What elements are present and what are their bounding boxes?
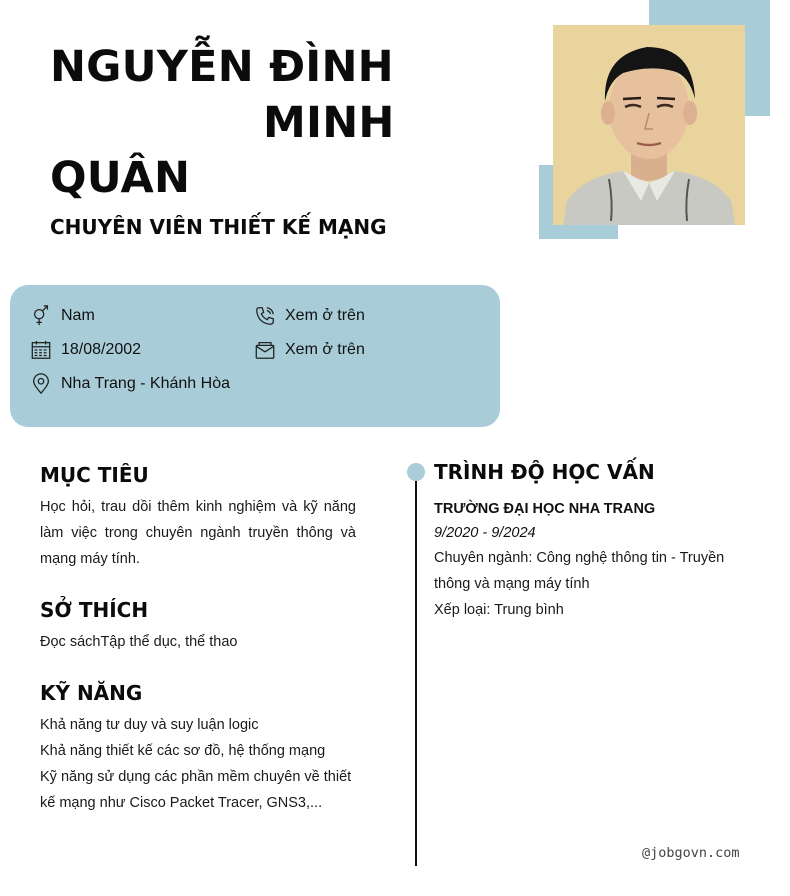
address-value: Nha Trang - Khánh Hòa (61, 375, 230, 392)
education-grade: Xếp loại: Trung bình (434, 602, 564, 618)
contact-address (30, 373, 230, 395)
person-portrait-icon (553, 25, 745, 225)
contact-email (254, 339, 365, 361)
contact-gender (30, 305, 95, 327)
gender-icon (30, 305, 52, 327)
name-line-1: NGUYỄN ĐÌNH (50, 42, 394, 92)
timeline-line (415, 472, 417, 866)
skills-list (40, 712, 360, 816)
hobbies-title: SỞ THÍCH (40, 598, 149, 622)
watermark: @jobgovn.com (642, 845, 740, 861)
skills-title: KỸ NĂNG (40, 681, 143, 705)
dob-value: 18/08/2002 (61, 341, 142, 358)
phone-value: Xem ở trên (285, 307, 365, 324)
education-major: Chuyên ngành: Công nghệ thông tin - Truyền thông và mạng máy tính (434, 550, 725, 592)
contact-phone (254, 305, 365, 327)
skill-item: Khả năng thiết kế các sơ đồ, hệ thống mạng (40, 743, 326, 759)
skill-item: Khả năng tư duy và suy luận logic (40, 717, 259, 733)
profile-photo (553, 25, 745, 225)
hobbies-text: Đọc sáchTập thể dục, thể thao (40, 634, 238, 650)
job-title: CHUYÊN VIÊN THIẾT KẾ MẠNG (50, 215, 387, 239)
name-line-2: MINH (263, 98, 395, 148)
location-pin-icon (30, 373, 52, 395)
education-title: TRÌNH ĐỘ HỌC VẤN (434, 460, 655, 484)
objective-title: MỤC TIÊU (40, 463, 149, 487)
email-icon (254, 339, 276, 361)
school-name: TRƯỜNG ĐẠI HỌC NHA TRANG (434, 501, 656, 517)
timeline-dot (407, 463, 425, 481)
gender-value: Nam (61, 307, 95, 324)
contact-box (10, 285, 500, 427)
skill-item: Kỹ năng sử dụng các phần mềm chuyên về thiết kế mạng như Cisco Packet Tracer, GNS3,... (40, 769, 352, 811)
education-period: 9/2020 - 9/2024 (434, 525, 536, 541)
email-value: Xem ở trên (285, 341, 365, 358)
name-line-3: QUÂN (50, 153, 191, 203)
phone-icon (254, 305, 276, 327)
contact-dob (30, 339, 141, 361)
calendar-icon (30, 339, 52, 361)
objective-text: Học hỏi, trau dồi thêm kinh nghiệm và kỹ năng làm việc trong chuyên ngành truyền thông và mạng máy tính. (40, 499, 356, 567)
